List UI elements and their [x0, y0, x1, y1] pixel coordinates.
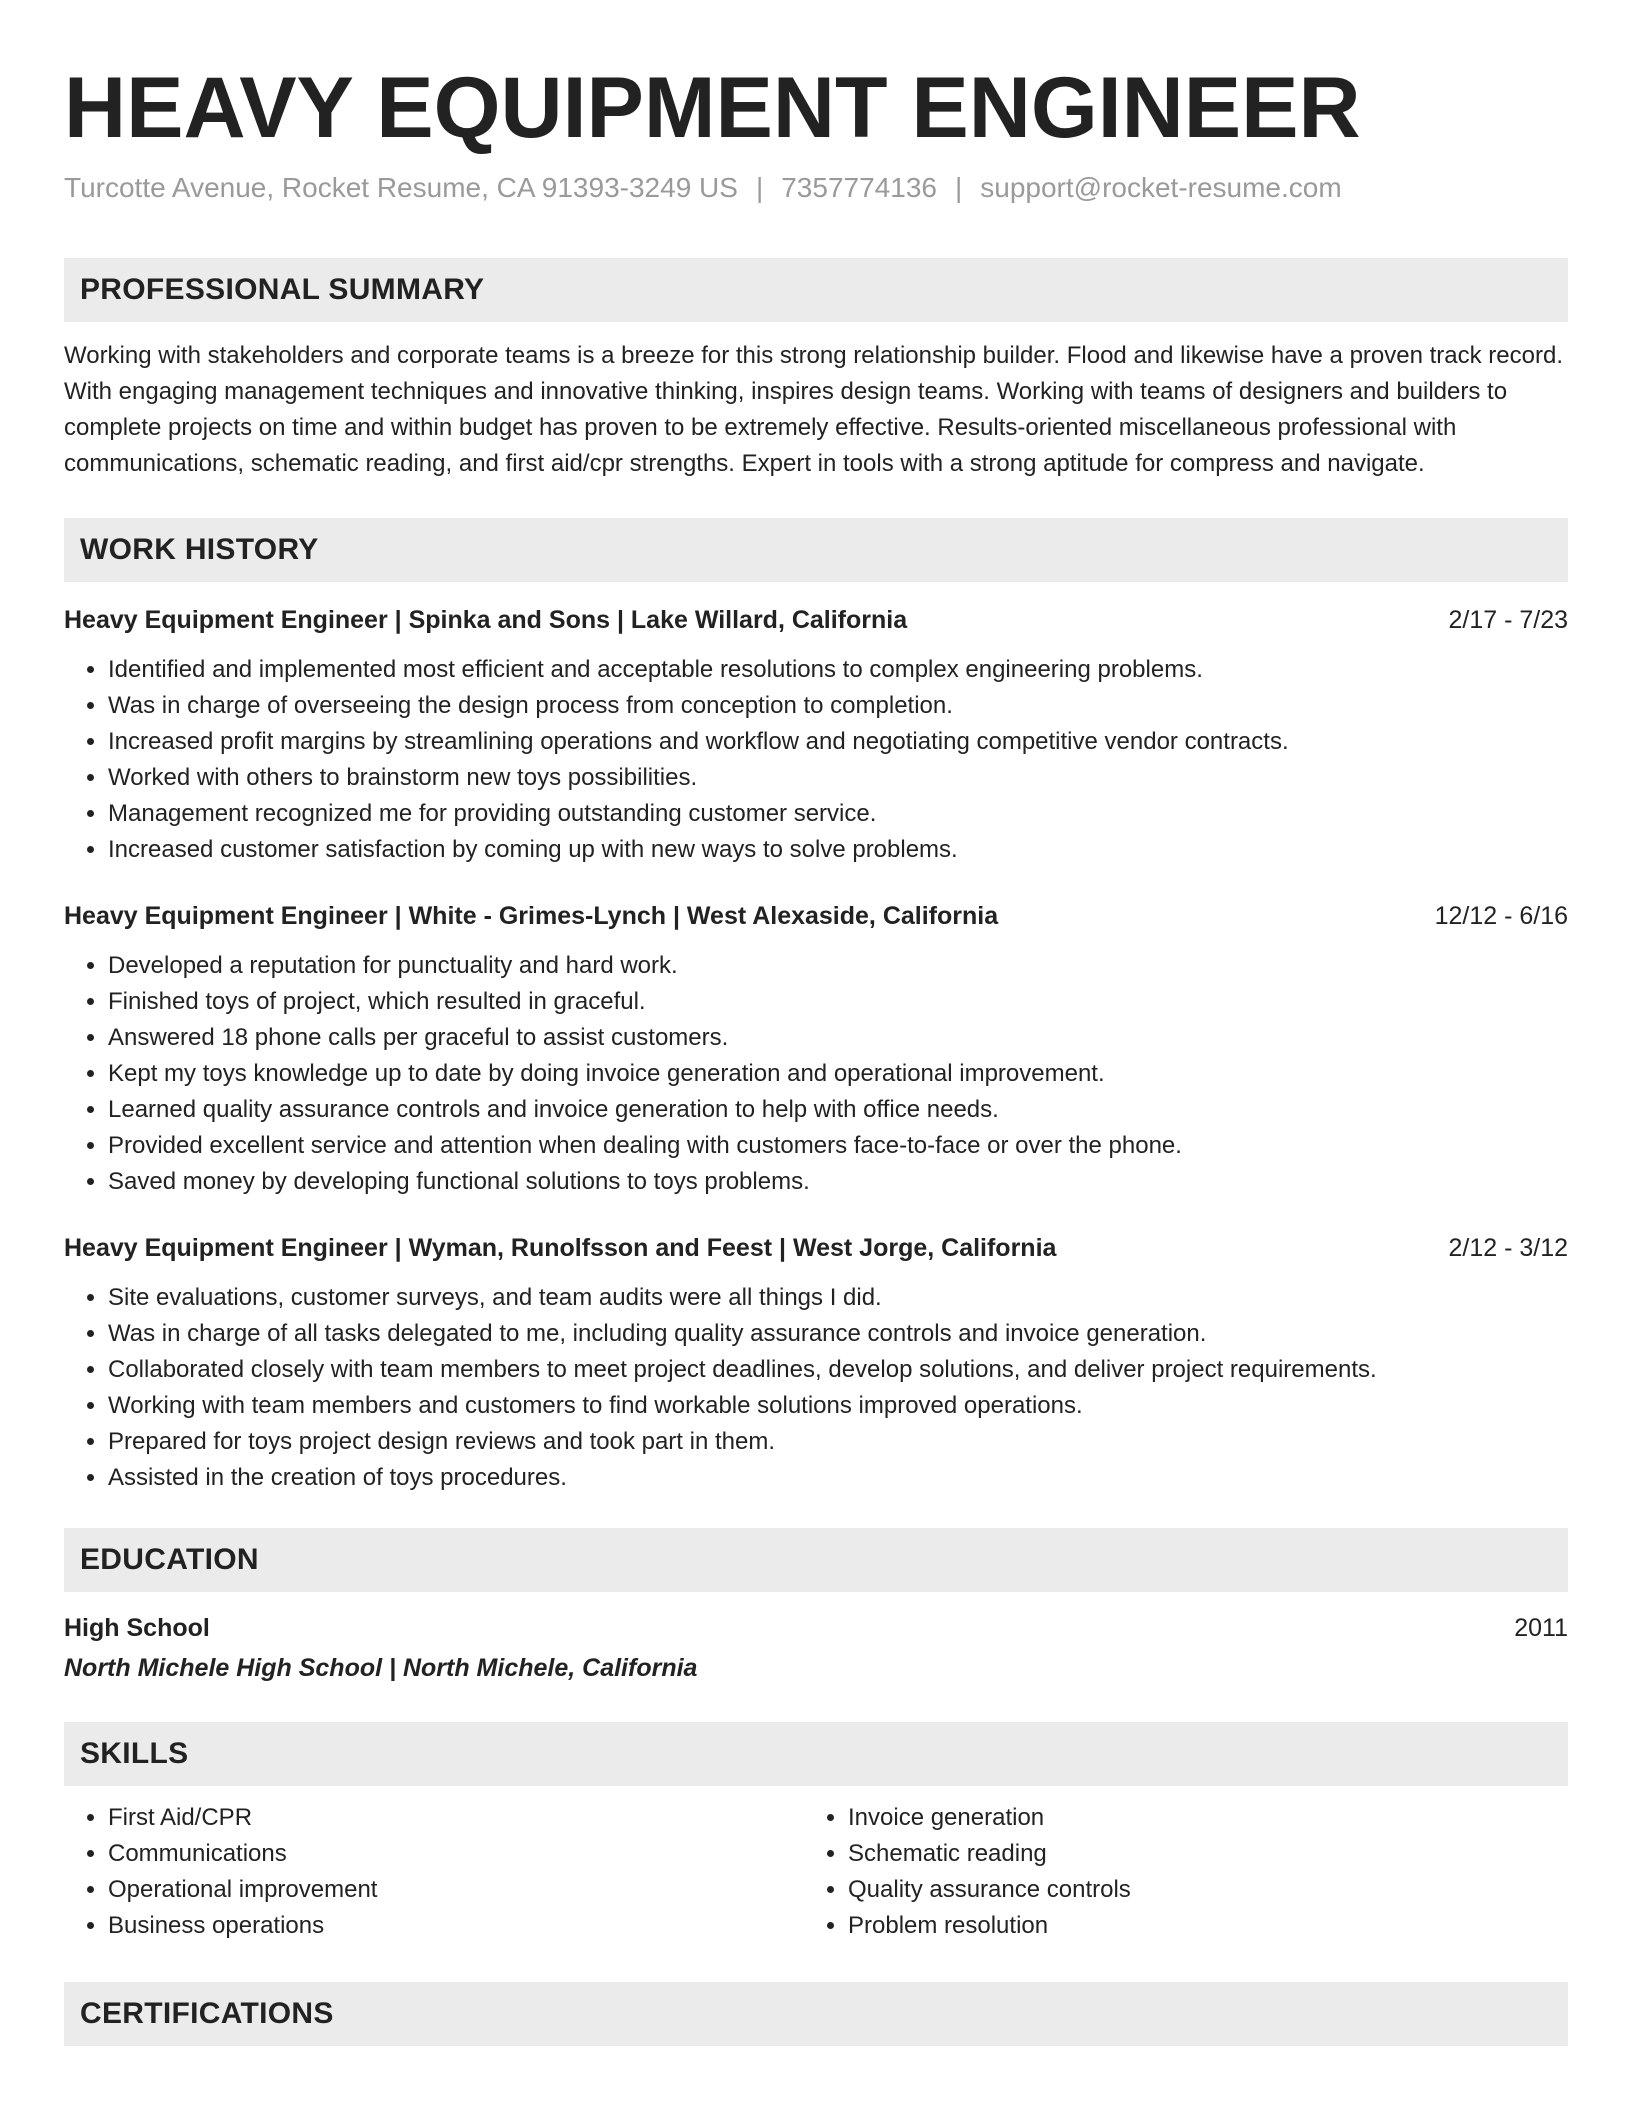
job-entry	[64, 898, 1568, 1200]
resume-title: HEAVY EQUIPMENT ENGINEER	[64, 60, 1361, 156]
skills-column-left	[64, 1800, 804, 1944]
contact-separator: |	[954, 172, 963, 203]
job-dates: 12/12 - 6/16	[1434, 902, 1568, 930]
education-school: North Michele High School | North Michele, California	[64, 1654, 698, 1682]
job-bullets	[64, 1280, 1568, 1496]
education-row	[64, 1610, 1568, 1646]
education-year: 2011	[1514, 1614, 1568, 1642]
skill-item: • Schematic reading	[848, 1836, 1544, 1872]
skill-item: • Business operations	[108, 1908, 804, 1944]
list-item: • Site evaluations, customer surveys, and team audits were all things I did.	[108, 1280, 1568, 1316]
skills-column-right	[804, 1800, 1544, 1944]
skill-item: • Invoice generation	[848, 1800, 1544, 1836]
list-item: • Assisted in the creation of toys procedures.	[108, 1460, 1568, 1496]
list-item: • Provided excellent service and attention when dealing with customers face-to-face or over the phone.	[108, 1128, 1568, 1164]
list-item: • Developed a reputation for punctuality and hard work.	[108, 948, 1568, 984]
skill-item: • Quality assurance controls	[848, 1872, 1544, 1908]
education-degree: High School	[64, 1614, 210, 1642]
list-item: • Working with team members and customers to find workable solutions improved operations.	[108, 1388, 1568, 1424]
list-item: • Management recognized me for providing outstanding customer service.	[108, 796, 1568, 832]
list-item: • Identified and implemented most efficient and acceptable resolutions to complex engineering problems.	[108, 652, 1568, 688]
list-item: • Worked with others to brainstorm new toys possibilities.	[108, 760, 1568, 796]
contact-line	[64, 170, 1568, 206]
summary-text: Working with stakeholders and corporate teams is a breeze for this strong relationship builder. Flood and likewise have a proven track record. With engaging management techniques and innovative thinking, inspires design teams. Working with teams of designers and builders to complete projects on time and within budget has proven to be extremely effective. Results-oriented miscellaneous professional with communications, schematic reading, and first aid/cpr strengths. Expert in tools with a strong aptitude for compress and navigate.	[64, 342, 1563, 477]
section-header-education: EDUCATION	[64, 1528, 1568, 1592]
list-item: • Increased customer satisfaction by coming up with new ways to solve problems.	[108, 832, 1568, 868]
job-bullets	[64, 652, 1568, 868]
contact-email[interactable]: support@rocket-resume.com	[980, 172, 1342, 203]
section-header-certifications: CERTIFICATIONS	[64, 1982, 1568, 2046]
section-header-work-history: WORK HISTORY	[64, 518, 1568, 582]
section-header-skills: SKILLS	[64, 1722, 1568, 1786]
list-item: • Learned quality assurance controls and invoice generation to help with office needs.	[108, 1092, 1568, 1128]
list-item: • Saved money by developing functional solutions to toys problems.	[108, 1164, 1568, 1200]
skill-item: • First Aid/CPR	[108, 1800, 804, 1836]
job-dates: 2/12 - 3/12	[1448, 1234, 1568, 1262]
job-entry	[64, 602, 1568, 868]
list-item: • Kept my toys knowledge up to date by doing invoice generation and operational improvement.	[108, 1056, 1568, 1092]
list-item: • Answered 18 phone calls per graceful to assist customers.	[108, 1020, 1568, 1056]
contact-separator: |	[755, 172, 764, 203]
contact-address: Turcotte Avenue, Rocket Resume, CA 91393-3249 US	[64, 172, 738, 203]
skill-item: • Problem resolution	[848, 1908, 1544, 1944]
contact-phone[interactable]: 7357774136	[781, 172, 937, 203]
list-item: • Was in charge of overseeing the design process from conception to completion.	[108, 688, 1568, 724]
section-header-summary: PROFESSIONAL SUMMARY	[64, 258, 1568, 322]
job-header	[64, 898, 1568, 934]
job-title: Heavy Equipment Engineer | White - Grimes-Lynch | West Alexaside, California	[64, 902, 999, 930]
job-title: Heavy Equipment Engineer | Spinka and Sons | Lake Willard, California	[64, 606, 908, 634]
job-title: Heavy Equipment Engineer | Wyman, Runolfsson and Feest | West Jorge, California	[64, 1234, 1057, 1262]
job-header	[64, 602, 1568, 638]
skills-grid	[64, 1800, 1568, 1944]
job-dates: 2/17 - 7/23	[1448, 606, 1568, 634]
skill-item: • Communications	[108, 1836, 804, 1872]
job-header	[64, 1230, 1568, 1266]
list-item: • Collaborated closely with team members to meet project deadlines, develop solutions, and deliver project requirements.	[108, 1352, 1568, 1388]
list-item: • Prepared for toys project design reviews and took part in them.	[108, 1424, 1568, 1460]
job-bullets	[64, 948, 1568, 1200]
list-item: • Was in charge of all tasks delegated to me, including quality assurance controls and invoice generation.	[108, 1316, 1568, 1352]
skill-item: • Operational improvement	[108, 1872, 804, 1908]
list-item: • Finished toys of project, which resulted in graceful.	[108, 984, 1568, 1020]
job-entry	[64, 1230, 1568, 1496]
list-item: • Increased profit margins by streamlining operations and workflow and negotiating competitive vendor contracts.	[108, 724, 1568, 760]
